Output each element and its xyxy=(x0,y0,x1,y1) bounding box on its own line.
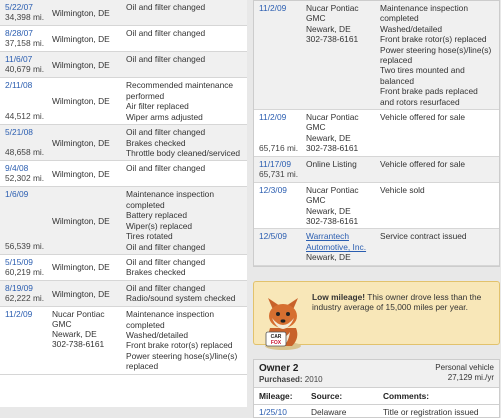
record-source-cell xyxy=(52,0,124,25)
record-source-line: Nucar Pontiac xyxy=(306,112,359,123)
low-mileage-callout xyxy=(253,281,500,345)
record-source-line: Nucar Pontiac xyxy=(306,3,359,13)
record-comments-cell xyxy=(124,52,247,77)
link-line: Automotive, Inc. xyxy=(306,241,367,252)
record-source-line: Wilmington, DE xyxy=(52,33,110,44)
record-date-mileage-cell xyxy=(254,157,306,182)
history-record-row xyxy=(0,26,247,52)
record-source-cell xyxy=(52,187,124,253)
record-date-mileage-cell xyxy=(0,0,52,25)
record-date-mileage-cell xyxy=(0,125,52,160)
record-source-line: Wilmington, DE xyxy=(52,215,110,226)
history-record-row xyxy=(0,187,247,254)
record-source-line: 302-738-6161 xyxy=(52,339,105,350)
record-date-mileage-cell xyxy=(254,229,306,264)
record-source-cell xyxy=(52,281,124,306)
record-date: 11/6/07 xyxy=(5,54,33,65)
record-source-line: 302-738-6161 xyxy=(306,143,359,154)
record-comments-cell xyxy=(124,307,247,373)
record-comment-line: Wiper(s) replaced xyxy=(126,220,193,231)
record-source-line: Nucar Pontiac xyxy=(52,309,105,320)
record-source-line: 302-738-6161 xyxy=(306,34,359,45)
record-source-line: Wilmington, DE xyxy=(52,7,110,18)
record-source-line: GMC xyxy=(52,319,72,330)
record-comments-cell xyxy=(378,157,496,182)
record-comment-line: Air filter replaced xyxy=(126,101,189,112)
record-date-mileage-cell xyxy=(0,26,52,51)
record-date: 9/4/08 xyxy=(5,163,29,174)
record-source-cell xyxy=(52,255,124,280)
record-comments-cell xyxy=(378,110,496,156)
record-comments-cell xyxy=(124,0,247,25)
record-date: 5/22/07 xyxy=(5,2,33,12)
record-comment-line: Brakes checked xyxy=(126,137,186,148)
history-record-row xyxy=(0,281,247,307)
record-source-cell xyxy=(306,110,378,156)
record-source: Delaware xyxy=(311,406,347,417)
record-comment-line: Battery replaced xyxy=(126,210,187,221)
record-source-line: Wilmington, DE xyxy=(52,168,110,179)
record-date: 1/25/10 xyxy=(259,406,287,417)
record-mileage: 56,539 mi. xyxy=(5,240,45,251)
history-record-row xyxy=(254,157,499,183)
record-source-line: GMC xyxy=(306,195,326,206)
record-comment-line: Vehicle offered for sale xyxy=(380,158,466,169)
record-source-line: Newark, DE xyxy=(306,205,351,216)
history-record-row xyxy=(0,161,247,187)
record-date-mileage-cell xyxy=(0,255,52,280)
record-comment-line: Oil and filter changed xyxy=(126,163,206,174)
record-date: 12/3/09 xyxy=(259,184,287,195)
record-mileage: 40,679 mi. xyxy=(5,64,45,75)
record-comment-line: Two tires mounted and balanced xyxy=(380,65,465,86)
record-source-cell xyxy=(52,26,124,51)
warrantech-link[interactable] xyxy=(306,231,378,252)
record-mileage: 65,731 mi. xyxy=(259,168,299,179)
record-comments-cell xyxy=(124,125,247,160)
record-comments-cell xyxy=(124,281,247,306)
record-date-mileage-cell xyxy=(0,52,52,77)
history-record-row xyxy=(0,307,247,374)
record-source-line: 302-738-6161 xyxy=(306,216,359,227)
record-mileage: 37,158 mi. xyxy=(5,38,45,49)
record-comment-line: Oil and filter changed xyxy=(126,283,206,294)
record-comment-line: Maintenance inspection completed xyxy=(380,3,468,24)
record-comment-line: Service contract issued xyxy=(380,231,467,242)
record-source-line: GMC xyxy=(306,122,326,133)
record-source-line: GMC xyxy=(306,13,326,24)
record-comments-cell xyxy=(124,78,247,124)
history-record-row xyxy=(0,125,247,161)
record-date: 8/28/07 xyxy=(5,28,33,39)
record-source-line: Online Listing xyxy=(306,158,357,169)
owner2-miles-per-year: 27,129 mi./yr xyxy=(447,372,494,382)
history-record-row xyxy=(0,52,247,78)
history-record-row xyxy=(254,229,499,265)
record-date-mileage-cell xyxy=(0,281,52,306)
link-line: Warrantech xyxy=(306,231,349,242)
record-comments-cell xyxy=(124,255,247,280)
record-mileage: 52,302 mi. xyxy=(5,173,45,184)
owner2-column-headers xyxy=(254,388,499,405)
record-comment-line: Maintenance inspection completed xyxy=(126,189,214,210)
record-date-mileage-cell xyxy=(254,183,306,229)
record-source-cell xyxy=(306,157,378,182)
record-mileage: 60,219 mi. xyxy=(5,266,45,277)
record-comment-line: Brakes checked xyxy=(126,267,186,278)
record-comment-line: Front brake pads replaced and rotors resurfaced xyxy=(380,86,478,107)
record-comment: Title or registration issued xyxy=(383,406,479,417)
record-date: 8/19/09 xyxy=(5,283,33,294)
record-mileage: 48,658 mi. xyxy=(5,147,45,158)
record-comment-line: Oil and filter changed xyxy=(126,28,206,39)
record-comment-line: Radio/sound system checked xyxy=(126,293,236,304)
history-record-row xyxy=(254,1,499,110)
record-source-line: Wilmington, DE xyxy=(52,96,110,107)
record-source-cell xyxy=(52,125,124,160)
record-source-cell xyxy=(306,183,378,229)
record-comments-cell xyxy=(124,26,247,51)
record-comment-line: Power steering hose(s)/line(s) replaced xyxy=(380,44,492,66)
owner1-history-table-continued xyxy=(0,0,247,407)
record-date-mileage-cell xyxy=(0,78,52,124)
record-comment-line: Oil and filter changed xyxy=(126,256,206,267)
source-column-header: Source: xyxy=(311,390,343,401)
record-comment-line: Oil and filter changed xyxy=(126,54,206,65)
record-mileage: 62,222 mi. xyxy=(5,293,45,304)
record-date: 11/17/09 xyxy=(259,158,291,169)
record-date-mileage-cell xyxy=(254,110,306,156)
record-comment-line: Oil and filter changed xyxy=(126,127,206,138)
record-comments-cell xyxy=(378,229,496,264)
record-comment-line: Wiper arms adjusted xyxy=(126,111,203,122)
record-comment-line: Front brake rotor(s) replaced xyxy=(126,340,233,351)
record-comments-cell xyxy=(124,187,247,253)
record-date: 11/2/09 xyxy=(259,3,287,13)
record-source-line: Newark, DE xyxy=(52,329,97,340)
record-source-cell xyxy=(306,229,378,264)
record-comment-line: Tires rotated xyxy=(126,231,173,242)
record-source-cell xyxy=(306,1,378,109)
record-comment-line: Power steering hose(s)/line(s) replaced xyxy=(126,350,238,372)
record-source-line: Newark, DE xyxy=(306,132,351,143)
comments-column-header: Comments: xyxy=(383,390,430,401)
record-date: 11/2/09 xyxy=(5,309,33,320)
record-comment-line: Oil and filter changed xyxy=(126,241,206,252)
record-comment-line: Recommended maintenance performed xyxy=(126,80,234,101)
record-date: 1/6/09 xyxy=(5,189,29,200)
owner2-title: Owner 2 xyxy=(259,362,299,374)
record-date-mileage-cell xyxy=(0,187,52,253)
record-date: 5/21/08 xyxy=(5,127,33,138)
record-comments-cell xyxy=(378,1,496,109)
record-source-cell xyxy=(52,52,124,77)
carfox-mascot-icon xyxy=(260,288,306,352)
record-comment-line: Front brake rotor(s) replaced xyxy=(380,34,487,45)
record-date-mileage-cell xyxy=(254,1,306,109)
record-comment-line: Vehicle offered for sale xyxy=(380,112,466,123)
owner2-first-record xyxy=(254,405,499,417)
record-comment-line: Maintenance inspection completed xyxy=(126,309,214,330)
svg-text:CAR: CAR xyxy=(270,333,282,340)
history-record-row xyxy=(0,78,247,125)
record-date: 5/15/09 xyxy=(5,256,33,267)
owner2-vehicle-type: Personal vehicle xyxy=(435,362,494,372)
record-date: 11/2/09 xyxy=(259,112,287,123)
record-comment-line: Washed/detailed xyxy=(126,330,189,341)
low-mileage-text: Low mileage! This owner drove less than the industry average of 15,000 miles per year. xyxy=(312,291,482,312)
svg-text:FOX: FOX xyxy=(270,339,282,346)
record-comment-line: Throttle body cleaned/serviced xyxy=(126,147,241,158)
record-source-line: Newark, DE xyxy=(306,252,351,263)
record-comments-cell xyxy=(124,161,247,186)
history-record-row xyxy=(0,255,247,281)
mileage-column-header: Mileage: xyxy=(259,390,293,401)
record-source-line: Nucar Pontiac xyxy=(306,184,359,195)
record-source-line: Newark, DE xyxy=(306,23,351,34)
owner1-history-table-end xyxy=(253,0,500,267)
record-source-cell xyxy=(52,307,124,373)
record-source-line: Wilmington, DE xyxy=(52,262,110,273)
owner2-section xyxy=(253,359,500,418)
record-source-line: Wilmington, DE xyxy=(52,59,110,70)
right-column xyxy=(253,0,500,417)
owner2-header xyxy=(254,360,499,388)
record-source-line: Wilmington, DE xyxy=(52,288,110,299)
record-source-cell xyxy=(52,78,124,124)
history-record-row xyxy=(254,110,499,157)
record-mileage: 44,512 mi. xyxy=(5,111,45,122)
record-comments-cell xyxy=(378,183,496,229)
owner2-purchased: Purchased: 2010 xyxy=(259,374,323,384)
history-record-row xyxy=(254,183,499,230)
history-record-row xyxy=(0,0,247,26)
record-date-mileage-cell xyxy=(0,161,52,186)
record-source-cell xyxy=(52,161,124,186)
record-source-line: Wilmington, DE xyxy=(52,137,110,148)
record-date-mileage-cell xyxy=(0,307,52,373)
record-comment-line: Vehicle sold xyxy=(380,184,425,195)
record-comment-line: Oil and filter changed xyxy=(126,2,206,12)
record-mileage: 34,398 mi. xyxy=(5,12,45,23)
record-date: 2/11/08 xyxy=(5,80,33,91)
record-date: 12/5/09 xyxy=(259,231,287,242)
record-mileage: 65,716 mi. xyxy=(259,142,299,153)
record-comment-line: Washed/detailed xyxy=(380,23,443,34)
